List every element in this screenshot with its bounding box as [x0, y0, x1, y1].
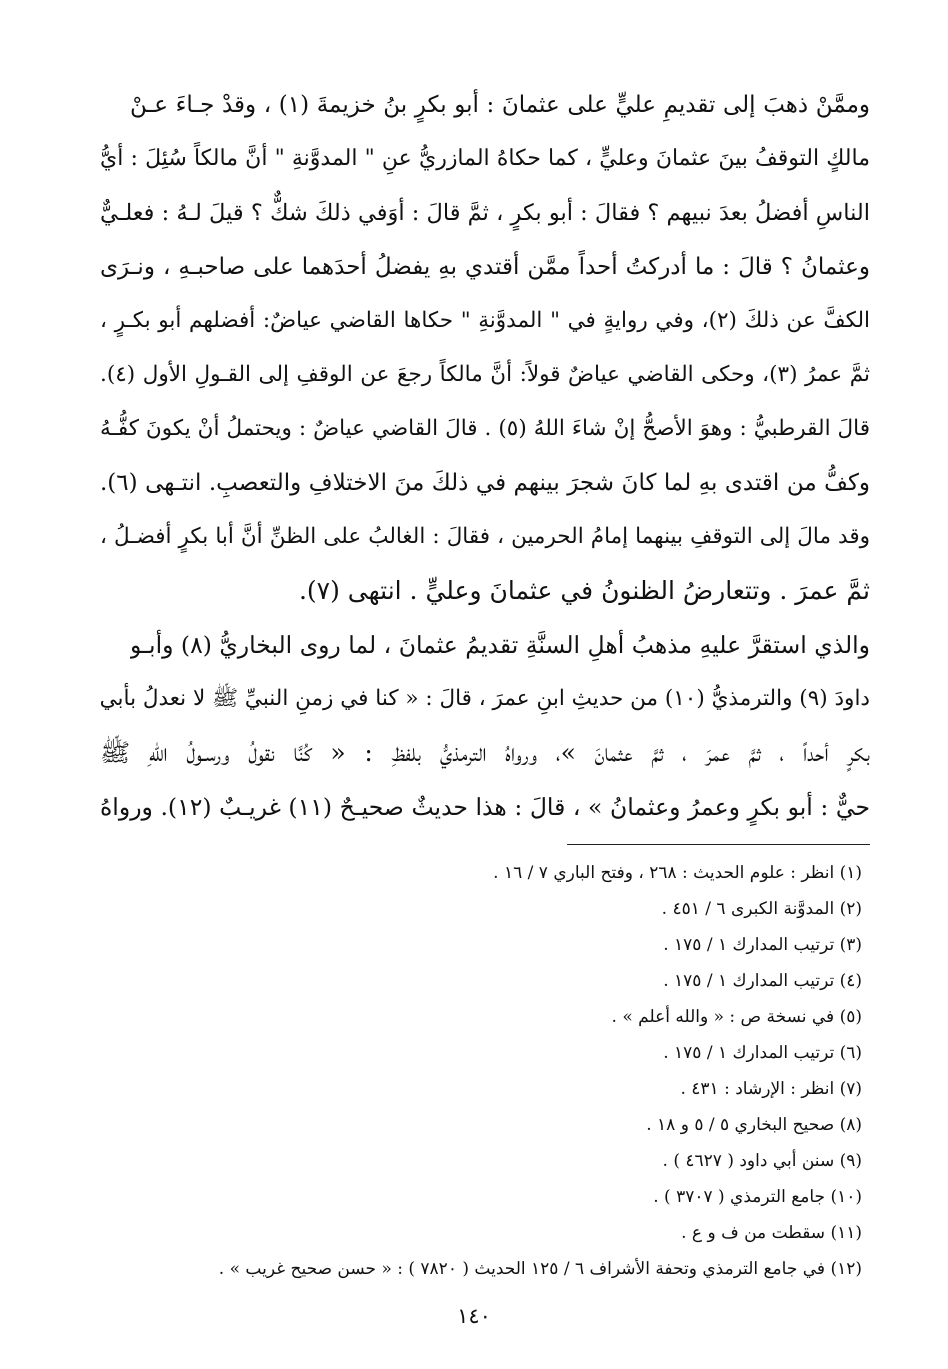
- footnote: (٦) ترتيب المدارك ١ / ١٧٥ .: [663, 1043, 862, 1063]
- text-line: ثمَّ عمرَ . وتتعارضُ الظنونُ في عثمانَ وعليٍّ . انتهى (٧).: [298, 576, 870, 605]
- footnote: (١١) سقطت من ف و ع .: [681, 1223, 862, 1243]
- footnote: (١٠) جامع الترمذي ( ٣٧٠٧ ) .: [653, 1187, 862, 1207]
- text-line: وممَّنْ ذهبَ إلى تقديمِ عليٍّ على عثمانَ : أبو بكرٍ بنُ خزيمةَ (١) ، وقدْ جـاءَ عـنْ: [130, 92, 870, 118]
- footnote: (٤) ترتيب المدارك ١ / ١٧٥ .: [663, 971, 862, 991]
- text-line: وقد مالَ إلى التوقفِ بينهما إمامُ الحرمين ، فقالَ : الغالبُ على الظنِّ أنَّ أبا بكرٍ أفضـلُ ،: [100, 524, 870, 549]
- text-line: مالكٍ التوقفُ بينَ عثمانَ وعليٍّ ، كما حكاهُ المازريُّ عنِ " المدوَّنةِ " أنَّ مالكاً سُئِلَ : أيُّ: [100, 146, 870, 171]
- footnote: (٨) صحيح البخاري ٥ / ٥ و ١٨ .: [646, 1115, 862, 1135]
- text-line: الناسِ أفضلُ بعدَ نبيهم ؟ فقالَ : أبو بكرٍ ، ثمَّ قالَ : أوَفي ذلكَ شكٌّ ؟ قيلَ لـهُ : فعلـيٌّ: [100, 200, 870, 226]
- text-line: والذي استقرَّ عليهِ مذهبُ أهلِ السنَّةِ تقديمُ عثمانَ ، لما روى البخاريُّ (٨) وأبـو: [130, 631, 870, 659]
- text-line: داودَ (٩) والترمذيُّ (١٠) من حديثِ ابنِ عمرَ ، قالَ : « كنا في زمنِ النبيِّ ﷺ لا نعدلُ بأبي: [100, 686, 870, 711]
- text-line: وعثمانُ ؟ قالَ : ما أدركتُ أحداً ممَّن أقتدي بهِ يفضلُ أحدَهما على صاحبـهِ ، ونـرَى: [100, 254, 870, 280]
- footnote: (٣) ترتيب المدارك ١ / ١٧٥ .: [663, 935, 862, 955]
- text-line: ثمَّ عمرُ (٣)، وحكى القاضي عياضٌ قولاً: أنَّ مالكاً رجعَ عن الوقفِ إلى القـولِ الأول (٤).: [100, 362, 870, 387]
- footnote: (٥) في نسخة ص : « والله أعلم » .: [611, 1007, 862, 1027]
- footnote: (١٢) في جامع الترمذي وتحفة الأشراف ٦ / ١٢٥ الحديث ( ٧٨٢٠ ) : « حسن صحيح غريب » .: [218, 1259, 862, 1279]
- footnote: (١) انظر : علوم الحديث : ٢٦٨ ، وفتح الباري ٧ / ١٦ .: [493, 863, 862, 883]
- text-line: وكفُّ من اقتدى بهِ لما كانَ شجرَ بينهم في ذلكَ منَ الاختلافِ والتعصبِ. انتـهى (٦).: [100, 470, 870, 496]
- text-line: بكرٍ أحداً ، ثمَّ عمرَ ، ثمَّ عثمانَ »، ورواهُ الترمذيُّ بلفظِ : « كُنَّا نقولُ ورسـولُ اللهِ ﷺ: [100, 738, 870, 767]
- text-line: حيٌّ : أبو بكرٍ وعمرُ وعثمانُ » ، قالَ : هذا حديثٌ صحيـحٌ (١١) غريـبٌ (١٢). ورواهُ: [100, 793, 870, 821]
- text-line: قالَ القرطبيُّ : وهوَ الأصحُّ إنْ شاءَ اللهُ (٥) . قالَ القاضي عياضٌ : ويحتملُ أنْ يكونَ كفُّـهُ: [100, 416, 870, 441]
- footnote: (٢) المدوَّنة الكبرى ٦ / ٤٥١ .: [661, 899, 862, 919]
- footnote: (٩) سنن أبي داود ( ٤٦٢٧ ) .: [662, 1151, 862, 1171]
- footnote-separator: [567, 844, 870, 845]
- page-number: ١٤٠: [457, 1304, 491, 1328]
- footnote: (٧) انظر : الإرشاد : ٤٣١ .: [680, 1079, 862, 1099]
- text-line: الكفَّ عن ذلكَ (٢)، وفي روايةٍ في " المدوَّنةِ " حكاها القاضي عياضٌ: أفضلهم أبو بكـرٍ ،: [100, 308, 870, 333]
